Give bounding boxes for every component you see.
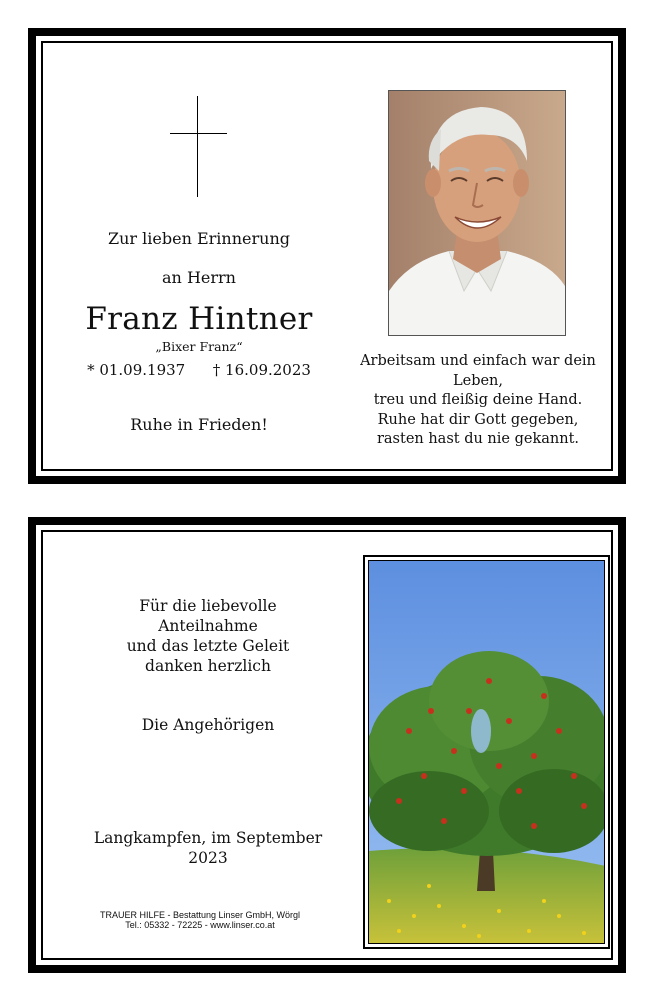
imprint-line: Tel.: 05332 - 72225 - www.linser.co.at xyxy=(125,920,275,930)
portrait-photo xyxy=(388,90,566,336)
cross-icon-bar xyxy=(170,133,227,134)
apple-tree-photo xyxy=(368,560,605,944)
thanks-line: danken herzlich xyxy=(145,657,271,675)
cross-icon xyxy=(197,96,198,197)
life-dates xyxy=(83,361,315,379)
intro-text: Zur lieben Erinnerung xyxy=(108,229,290,248)
memorial-card-back xyxy=(28,517,626,973)
tree-photo-frame xyxy=(363,555,610,949)
poem-line: Arbeitsam und einfach war dein Leben, xyxy=(360,353,596,389)
memorial-card-front xyxy=(28,28,626,484)
farewell-text: Ruhe in Frieden! xyxy=(130,415,268,434)
salutation-text: an Herrn xyxy=(162,268,236,287)
imprint-line: TRAUER HILFE - Bestattung Linser GmbH, Wörgl xyxy=(99,910,301,920)
poem-line: rasten hast du nie gekannt. xyxy=(376,431,580,447)
card-inner-frame xyxy=(41,41,613,471)
nickname: „Bixer Franz“ xyxy=(155,339,243,354)
poem xyxy=(343,352,613,450)
thanks-line: und das letzte Geleit xyxy=(126,637,290,655)
poem-line: treu und fleißig deine Hand. xyxy=(373,392,583,408)
thanks-line: Für die liebevolle xyxy=(139,597,277,615)
poem-line: Ruhe hat dir Gott gegeben, xyxy=(377,411,579,428)
place-date: Langkampfen, im September 2023 xyxy=(93,829,323,867)
birth-date: * 01.09.1937 xyxy=(87,361,186,379)
card-inner-frame xyxy=(41,530,613,960)
death-date: † 16.09.2023 xyxy=(212,361,311,379)
deceased-name: Franz Hintner xyxy=(85,301,313,337)
thanks-text xyxy=(73,596,343,676)
thanks-line: Anteilnahme xyxy=(158,617,258,635)
relatives-text: Die Angehörigen xyxy=(141,716,275,734)
funeral-home-imprint xyxy=(85,910,315,930)
